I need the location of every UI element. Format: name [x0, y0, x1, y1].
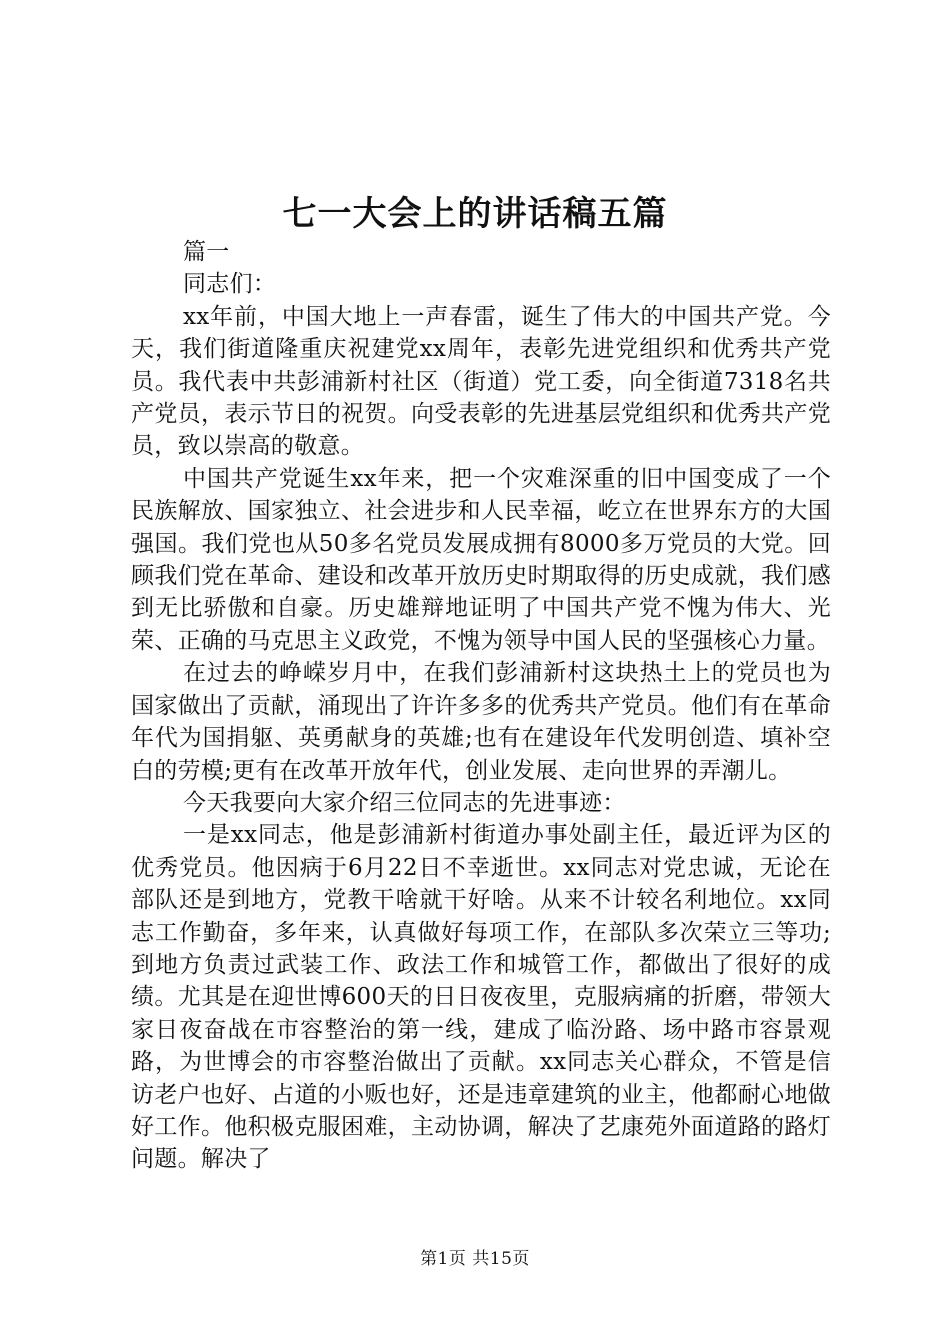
paragraph: 在过去的峥嵘岁月中，在我们彭浦新村这块热土上的党员也为国家做出了贡献，涌现出了许许多多的优秀共产党员。他们有在革命年代为国捐躯、英勇献身的英雄;也有在建设年代发明创造、填补空白的劳模;更有在改革开放年代，创业发展、走向世界的弄潮儿。 [131, 660, 831, 784]
paragraph: 中国共产党诞生xx年来，把一个灾难深重的旧中国变成了一个民族解放、国家独立、社会进步和人民幸福，屹立在世界东方的大国强国。我们党也从50多名党员发展成拥有8000多万党员的大党。回顾我们党在革命、建设和改革开放历史时期取得的历史成就，我们感到无比骄傲和自豪。历史雄辩地证明了中国共产党不愧为伟大、光荣、正确的马克思主义政党，不愧为领导中国人民的坚强核心力量。 [131, 465, 831, 654]
salutation: 同志们： [183, 271, 277, 298]
section-heading: 篇一 [183, 239, 230, 265]
paragraph: 今天我要向大家介绍三位同志的先进事迹： [183, 789, 626, 816]
paragraph: 一是xx同志，他是彭浦新村街道办事处副主任，最近评为区的优秀党员。他因病于6月22日不幸逝世。xx同志对党忠诚，无论在部队还是到地方，党教干啥就干好啥。从来不计较名利地位。xx同志工作勤奋，多年来，认真做好每项工作，在部队多次荣立三等功;到地方负责过武装工作、政法工作和城管工作，都做出了很好的成绩。尤其是在迎世博600天的日日夜夜里，克服病痛的折磨，带领大家日夜奋战在市容整治的第一线，建成了临汾路、场中路市容景观路，为世博会的市容整治做出了贡献。xx同志关心群众，不管是信访老户也好、占道的小贩也好，还是违章建筑的业主，他都耐心地做好工作。他积极克服困难，主动协调，解决了艺康苑外面道路的路灯问题。解决了 [131, 822, 831, 1173]
document-body [131, 236, 831, 1176]
paragraph: xx年前，中国大地上一声春雷，诞生了伟大的中国共产党。今天，我们街道隆重庆祝建党xx周年，表彰先进党组织和优秀共产党员。我代表中共彭浦新村社区（街道）党工委，向全街道7318名共产党员，表示节日的祝贺。向受表彰的先进基层党组织和优秀共产党员，致以崇高的敬意。 [131, 303, 831, 460]
page-footer: 第1页 共15页 [420, 1249, 530, 1269]
document-title: 七一大会上的讲话稿五篇 [282, 194, 668, 234]
